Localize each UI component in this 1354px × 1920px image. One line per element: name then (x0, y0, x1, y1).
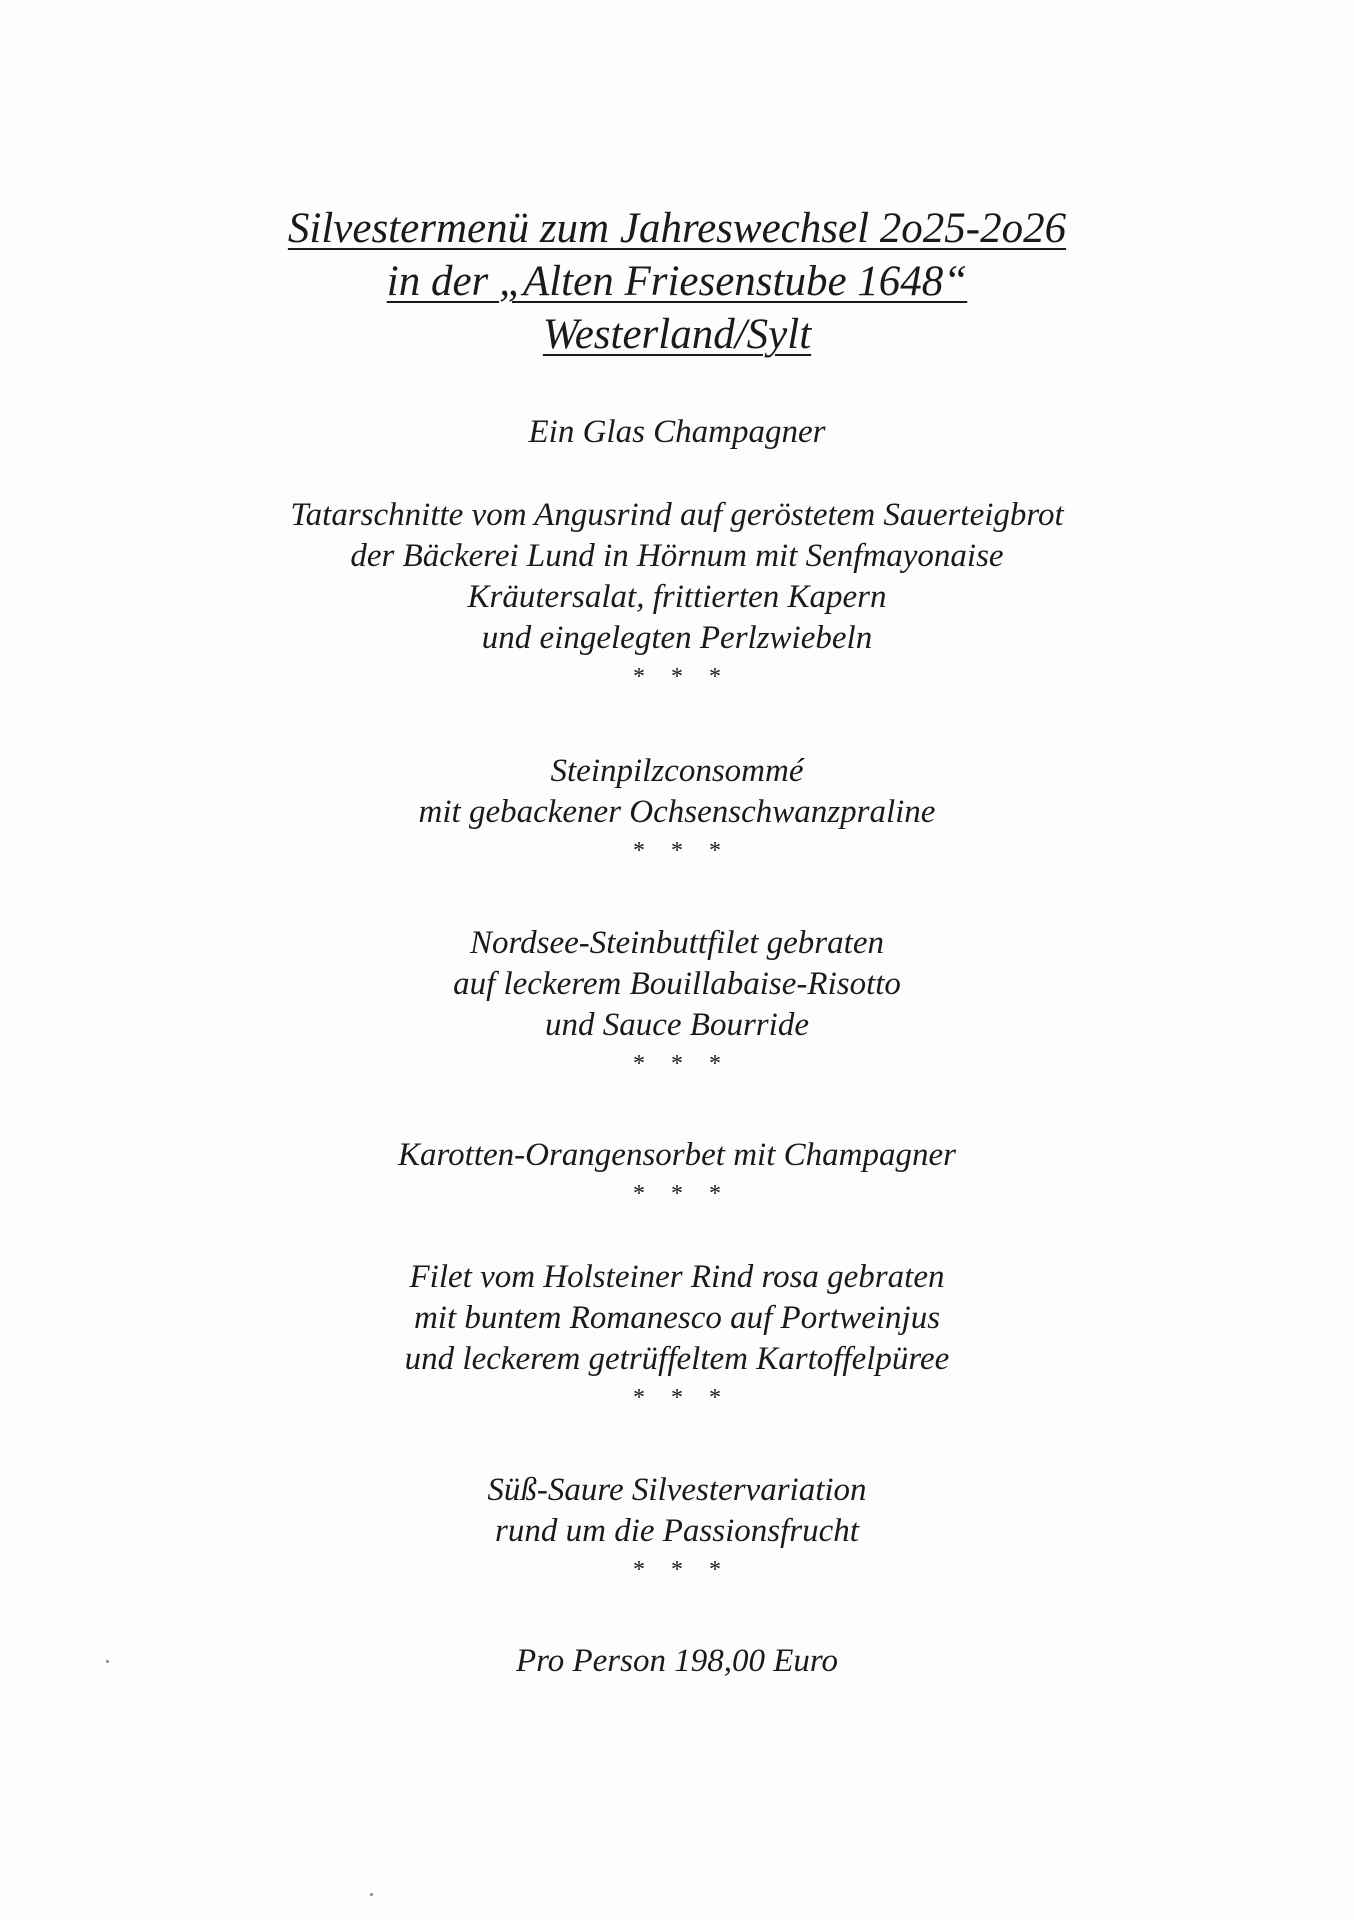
course-line: und leckerem getrüffeltem Kartoffelpüree (404, 1341, 950, 1377)
course-separator: * * * (633, 838, 731, 864)
course-starter (0, 495, 1354, 695)
scan-speck (106, 1660, 109, 1663)
course-fish (0, 923, 1354, 1082)
course-line: Steinpilzconsommé (550, 753, 804, 789)
course-line: Nordsee-Steinbuttfilet gebraten (470, 925, 884, 961)
title-line-2: in der „Alten Friesenstube 1648“ (386, 258, 968, 305)
course-line: und eingelegten Perlzwiebeln (481, 620, 873, 656)
course-dessert (0, 1470, 1354, 1588)
course-separator: * * * (633, 1385, 731, 1411)
course-line: auf leckerem Bouillabaise-Risotto (453, 966, 901, 1002)
course-line: Tatarschnitte vom Angusrind auf geröstetem Sauerteigbrot (290, 497, 1064, 533)
aperitif: Ein Glas Champagner (528, 414, 826, 450)
course-line: mit buntem Romanesco auf Portweinjus (413, 1300, 941, 1336)
course-soup (0, 751, 1354, 869)
course-line: Kräutersalat, frittierten Kapern (467, 579, 887, 615)
course-separator: * * * (633, 1181, 731, 1207)
title-line-3: Westerland/Sylt (542, 311, 812, 358)
course-line: mit gebackener Ochsenschwanzpraline (418, 794, 936, 830)
course-separator: * * * (633, 664, 731, 690)
course-line: der Bäckerei Lund in Hörnum mit Senfmayonaise (350, 538, 1004, 574)
price-per-person: Pro Person 198,00 Euro (515, 1643, 839, 1679)
course-separator: * * * (633, 1557, 731, 1583)
course-line: Süß-Saure Silvestervariation (487, 1472, 867, 1508)
course-separator: * * * (633, 1051, 731, 1077)
title-line-1: Silvestermenü zum Jahreswechsel 2o25-2o26 (287, 205, 1067, 252)
course-sorbet (0, 1135, 1354, 1212)
course-line: rund um die Passionsfrucht (495, 1513, 859, 1549)
course-line: Karotten-Orangensorbet mit Champagner (398, 1137, 956, 1173)
course-line: und Sauce Bourride (545, 1007, 809, 1043)
course-main (0, 1257, 1354, 1416)
course-line: Filet vom Holsteiner Rind rosa gebraten (409, 1259, 945, 1295)
menu-title (0, 202, 1354, 361)
scan-speck (370, 1893, 373, 1896)
